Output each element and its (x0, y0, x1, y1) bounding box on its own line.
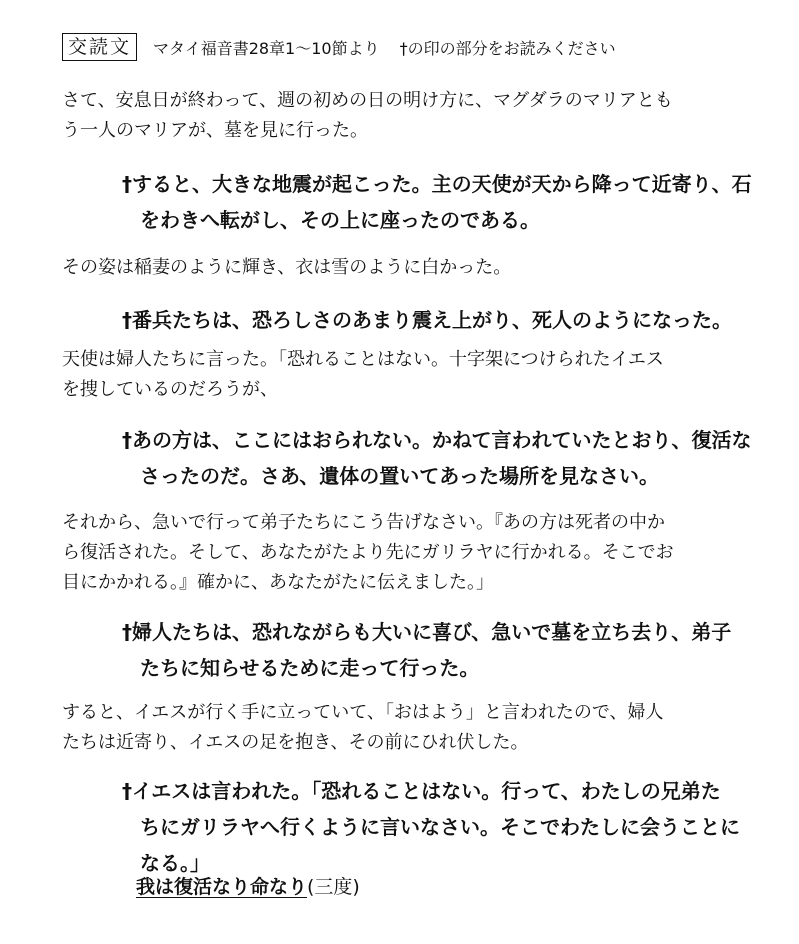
scripture-reference: マタイ福音書28章1〜10節より (153, 38, 380, 58)
narration-paragraph-2 (62, 253, 782, 283)
text-line: †婦人たちは、恐れながらも大いに喜び、急いで墓を立ち去り、弟子 (122, 620, 732, 644)
reading-instruction: †の印の部分をお読みください (399, 38, 616, 58)
acclamation-text: 我は復活なり命なり (136, 876, 308, 898)
narration-paragraph-4 (62, 508, 782, 598)
text-line: その姿は稲妻のように輝き、衣は雪のように白かった。 (62, 257, 512, 278)
text-line: さったのだ。さあ、遺体の置いてあった場所を見なさい。 (140, 464, 659, 488)
response-paragraph-3 (122, 422, 782, 494)
text-line: たちは近寄り、イエスの足を抱き、その前にひれ伏した。 (62, 732, 529, 753)
text-line: すると、イエスが行く手に立っていて、「おはよう」と言われたので、婦人 (62, 702, 664, 723)
header (62, 32, 616, 62)
text-line: さて、安息日が終わって、週の初めの日の明け方に、マグダラのマリアとも (62, 90, 673, 111)
response-paragraph-5 (122, 773, 782, 881)
narration-paragraph-3 (62, 345, 782, 405)
closing-acclamation (136, 872, 360, 899)
narration-paragraph-5 (62, 698, 782, 758)
text-line: 目にかかれる。』確かに、あなたがたに伝えました。」 (62, 572, 494, 593)
text-line: をわきへ転がし、その上に座ったのである。 (140, 208, 540, 232)
repeat-note: (三度) (307, 876, 360, 898)
text-line: ちにガリラヤへ行くように言いなさい。そこでわたしに会うことに (140, 815, 740, 839)
response-paragraph-2 (122, 302, 782, 338)
text-line: それから、急いで行って弟子たちにこう告げなさい。『あの方は死者の中か (62, 512, 665, 533)
text-line: †すると、大きな地震が起こった。主の天使が天から降って近寄り、石 (122, 172, 752, 196)
response-paragraph-4 (122, 614, 782, 686)
text-line: 天使は婦人たちに言った。「恐れることはない。十字架につけられたイエス (62, 349, 664, 370)
narration-paragraph-1 (62, 86, 782, 146)
text-line: を捜しているのだろうが、 (62, 379, 278, 400)
text-line: ら復活された。そして、あなたがたより先にガリラヤに行かれる。そこでお (62, 542, 674, 563)
text-line: たちに知らせるために走って行った。 (140, 656, 480, 680)
text-line: †イエスは言われた。「恐れることはない。行って、わたしの兄弟た (122, 779, 721, 803)
text-line: †あの方は、ここにはおられない。かねて言われていたとおり、復活な (122, 428, 752, 452)
response-paragraph-1 (122, 166, 782, 238)
reading-label: 交読文 (62, 33, 137, 61)
text-line: †番兵たちは、恐ろしさのあまり震え上がり、死人のようになった。 (122, 308, 732, 332)
text-line: なる。」 (140, 851, 210, 875)
text-line: う一人のマリアが、墓を見に行った。 (62, 120, 368, 141)
